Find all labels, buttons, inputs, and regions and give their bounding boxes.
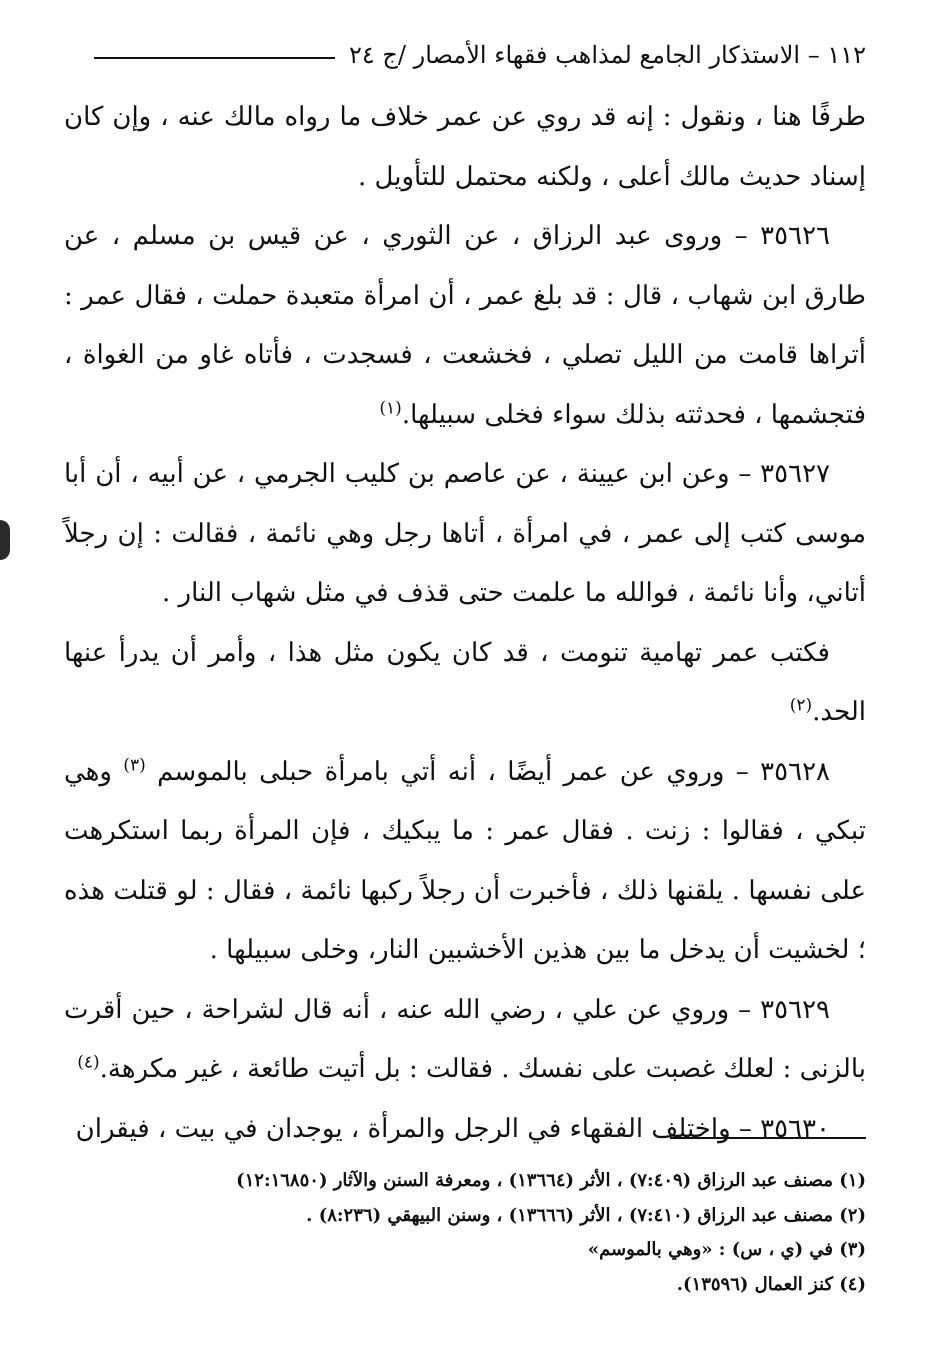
paragraph — [64, 445, 866, 624]
footnote: (٤) كنز العمال (١٣٥٩٦). — [676, 1273, 866, 1295]
paragraph-text: ٣٥٦٣٠ – واختلف الفقهاء في الرجل والمرأة ، يوجدان في بيت ، فيقران — [75, 1113, 830, 1144]
paragraph — [64, 207, 866, 445]
paragraph — [64, 624, 866, 743]
page-header-title: ١١٢ – الاستذكار الجامع لمذاهب فقهاء الأمصار /ج ٢٤ — [349, 41, 866, 69]
header-rule — [94, 57, 335, 59]
paragraph — [64, 981, 866, 1100]
footnote-reference: (١) — [379, 397, 402, 418]
running-header — [94, 34, 866, 76]
body-text — [64, 88, 866, 1159]
paragraph — [64, 88, 866, 207]
footnote-reference: (٣) — [123, 754, 146, 775]
footnote: (١) مصنف عبد الرزاق (٧:٤٠٩) ، الأثر (١٣٦٦٤) ، ومعرفة السنن والآثار (١٢:١٦٨٥٠) — [236, 1170, 866, 1191]
footnote-reference: (٢) — [789, 695, 813, 716]
footnote: (٣) في (ي ، س) : «وهي بالموسم» — [587, 1239, 866, 1260]
footnote-separator — [670, 1137, 866, 1139]
paragraph-text: وهي تبكي ، فقالوا : زنت . فقال عمر : ما يبكيك ، فإن المرأة ربما استكرهت على نفسها . يلقنها ذلك ، فأخبرت أن رجلاً ركبها نائمة ، فقال : لو قتلت هذه ؛ لخشيت أن يدخل ما بين هذين الأخشبين النار، وخلى سبيلها . — [64, 756, 866, 965]
paragraph-text: ٣٥٦٢٩ – وروي عن علي ، رضي الله عنه ، أنه قال لشراحة ، حين أقرت بالزنى : لعلك غصبت على نفسك . فقالت : بل أتيت طائعة ، غير مكرهة. — [64, 994, 866, 1084]
footnote-reference: (٤) — [77, 1052, 100, 1073]
paragraph-text: ٣٥٦٢٨ – وروي عن عمر أيضًا ، أنه أتي بامرأة حبلى بالموسم — [145, 756, 830, 787]
paragraph-text: ٣٥٦٢٧ – وعن ابن عيينة ، عن عاصم بن كليب الجرمي ، عن أبيه ، أن أبا موسى كتب إلى عمر ، في امرأة ، أتاها رجل وهي نائمة ، فقالت : إن رجلاً أتاني، وأنا نائمة ، فوالله ما علمت حتى قذف في مثل شهاب النار . — [64, 459, 866, 608]
footnote: (٢) مصنف عبد الرزاق (٧:٤١٠) ، الأثر (١٣٦٦٦) ، وسنن البيهقي (٨:٢٣٦) . — [306, 1204, 866, 1226]
paragraph — [64, 1100, 866, 1160]
footnotes — [64, 1164, 866, 1302]
paragraph — [64, 743, 866, 981]
paragraph-text: طرفًا هنا ، ونقول : إنه قد روي عن عمر خلاف ما رواه مالك عنه ، وإن كان إسناد حديث مالك أعلى ، ولكنه محتمل للتأويل . — [64, 102, 866, 192]
paragraph-text: فكتب عمر تهامية تنومت ، قد كان يكون مثل هذا ، وأمر أن يدرأ عنها الحد. — [64, 637, 866, 727]
binding-edge-mark — [0, 520, 10, 560]
paragraph-text: ٣٥٦٢٦ – وروى عبد الرزاق ، عن الثوري ، عن قيس بن مسلم ، عن طارق ابن شهاب ، قال : قد بلغ عمر ، أن امرأة متعبدة حملت ، فقال عمر : أتراها قامت من الليل تصلي ، فخشعت ، فسجدت ، فأتاه غاو من الغواة ، فتجشمها ، فحدثته بذلك سواء فخلى سبيلها. — [64, 221, 866, 430]
